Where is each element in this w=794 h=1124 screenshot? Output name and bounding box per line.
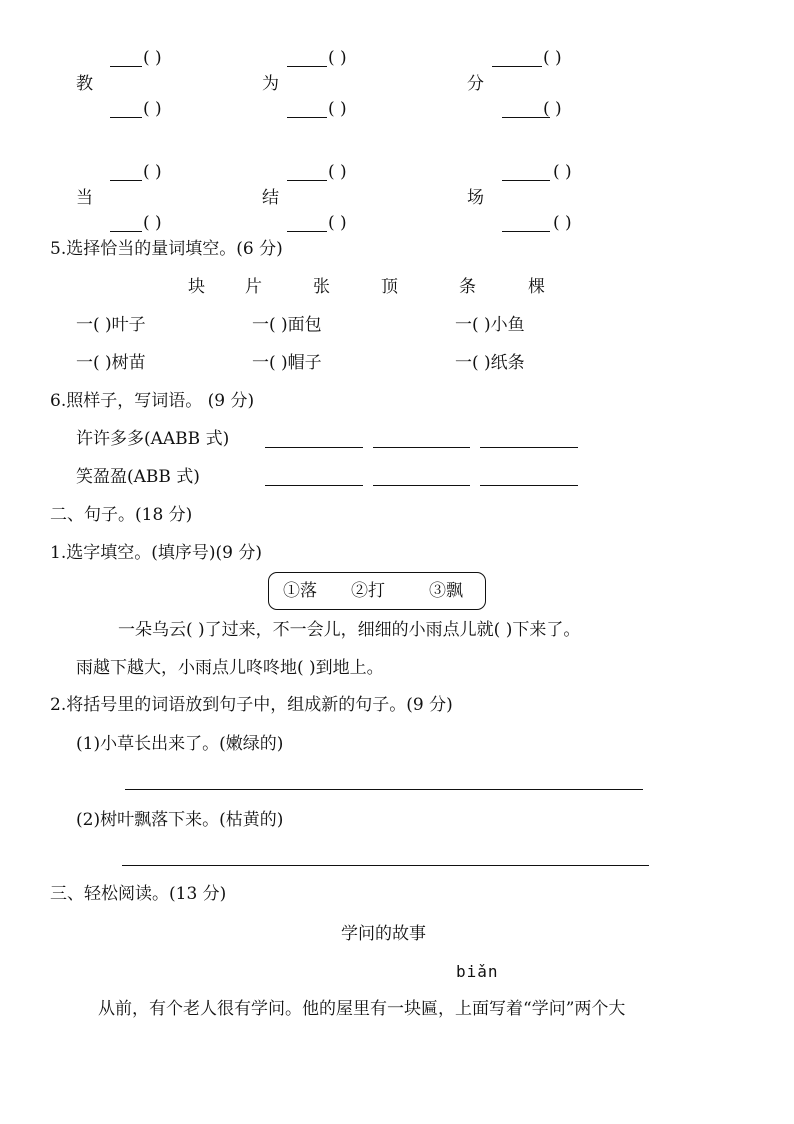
answer-blank[interactable]: [110, 180, 142, 181]
answer-blank[interactable]: [287, 66, 327, 67]
answer-blank[interactable]: [502, 180, 550, 181]
answer-blank[interactable]: [110, 117, 142, 118]
s2-q2-sentence: (2)树叶飘落下来。(枯黄的): [76, 810, 284, 830]
q6-example: 许许多多(AABB 式): [76, 429, 230, 449]
s2-q1-sentence[interactable]: 一朵乌云( )了过来，不一会儿，细细的小雨点儿就( )下来了。: [118, 620, 581, 640]
choice-box: [268, 572, 486, 610]
q5-title: 5.选择恰当的量词填空。(6 分): [50, 239, 283, 259]
answer-paren: ( ): [328, 213, 347, 233]
q4-char: 为: [262, 74, 279, 94]
s2-q2-title: 2.将括号里的词语放到句子中，组成新的句子。(9 分): [50, 695, 453, 715]
choice-option: ②打: [351, 581, 385, 601]
answer-paren: ( ): [553, 162, 572, 182]
answer-line[interactable]: [373, 485, 470, 486]
answer-line[interactable]: [265, 485, 363, 486]
answer-blank[interactable]: [287, 180, 327, 181]
answer-blank[interactable]: [287, 231, 327, 232]
s2-q1-title: 1.选字填空。(填序号)(9 分): [50, 543, 262, 563]
answer-line[interactable]: [373, 447, 470, 448]
q6-title: 6.照样子，写词语。 (9 分): [50, 391, 255, 411]
story-paragraph: 从前，有个老人很有学问。他的屋里有一块匾，上面写着“学问”两个大: [98, 999, 626, 1019]
q5-option: 条: [459, 277, 476, 297]
answer-paren: ( ): [328, 162, 347, 182]
answer-blank[interactable]: [110, 66, 142, 67]
s2-q1-sentence[interactable]: 雨越下越大，小雨点儿咚咚地( )到地上。: [76, 658, 384, 678]
q4-char: 教: [76, 74, 93, 94]
section3-title: 三、轻松阅读。(13 分): [50, 884, 227, 904]
answer-blank[interactable]: [492, 66, 542, 67]
q5-option: 棵: [528, 277, 545, 297]
choice-option: ①落: [283, 581, 317, 601]
pinyin-annotation: biǎn: [456, 962, 499, 981]
q4-char: 结: [262, 188, 279, 208]
answer-line[interactable]: [125, 789, 643, 790]
answer-paren: ( ): [328, 48, 347, 68]
q5-option: 块: [188, 277, 205, 297]
answer-paren: ( ): [328, 99, 347, 119]
answer-paren: ( ): [143, 213, 162, 233]
answer-blank[interactable]: [110, 231, 142, 232]
q5-option: 张: [313, 277, 330, 297]
q5-item[interactable]: 一( )树苗: [76, 353, 146, 373]
answer-paren: ( ): [543, 48, 562, 68]
answer-blank[interactable]: [502, 231, 550, 232]
q5-option: 片: [245, 277, 262, 297]
q4-char: 当: [76, 188, 93, 208]
s2-q2-sentence: (1)小草长出来了。(嫩绿的): [76, 734, 284, 754]
answer-paren: ( ): [553, 213, 572, 233]
choice-option: ③飘: [429, 581, 463, 601]
answer-paren: ( ): [143, 162, 162, 182]
answer-line[interactable]: [265, 447, 363, 448]
q5-item[interactable]: 一( )纸条: [455, 353, 525, 373]
q5-item[interactable]: 一( )叶子: [76, 315, 146, 335]
answer-paren: ( ): [143, 48, 162, 68]
section2-title: 二、句子。(18 分): [50, 505, 193, 525]
answer-line[interactable]: [480, 485, 578, 486]
q5-item[interactable]: 一( )小鱼: [455, 315, 525, 335]
answer-line[interactable]: [122, 865, 649, 866]
answer-paren: ( ): [143, 99, 162, 119]
answer-blank[interactable]: [287, 117, 327, 118]
story-title: 学问的故事: [341, 924, 426, 944]
q4-char: 分: [467, 74, 484, 94]
answer-paren: ( ): [543, 99, 562, 119]
q5-item[interactable]: 一( )面包: [252, 315, 322, 335]
q4-char: 场: [467, 188, 484, 208]
q5-item[interactable]: 一( )帽子: [252, 353, 322, 373]
q6-example: 笑盈盈(ABB 式): [76, 467, 200, 487]
q5-option: 顶: [381, 277, 398, 297]
answer-line[interactable]: [480, 447, 578, 448]
